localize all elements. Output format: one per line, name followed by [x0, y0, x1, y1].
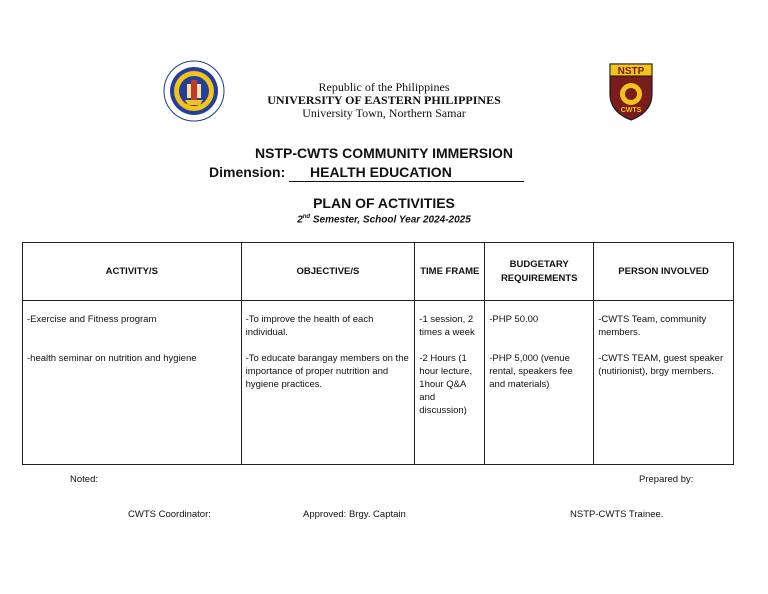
shield-top-text: NSTP: [617, 66, 645, 77]
objective-item: -To improve the health of each individual.: [245, 314, 374, 338]
activity-item: -Exercise and Fitness program: [27, 314, 157, 325]
activity-item: -health seminar on nutrition and hygiene: [27, 353, 197, 364]
approved-label: Approved: Brgy. Captain: [303, 509, 406, 520]
table-header-row: [23, 243, 734, 301]
semester-ordinal-suffix: nd: [302, 214, 311, 220]
dimension-value: HEALTH EDUCATION: [289, 164, 524, 182]
budget-cell: [485, 301, 594, 465]
header-objective: OBJECTIVE/S: [241, 243, 415, 301]
budget-item: -PHP 5,000 (venue rental, speakers fee and materials): [489, 353, 573, 390]
header-budget: BUDGETARY REQUIREMENTS: [485, 243, 594, 301]
time-frame-cell: [415, 301, 485, 465]
plan-title: PLAN OF ACTIVITIES: [313, 195, 455, 211]
nstp-cwts-shield-logo: [607, 60, 655, 122]
university-address: University Town, Northern Samar: [302, 106, 466, 120]
table-row: [23, 301, 734, 465]
trainee-label: NSTP-CWTS Trainee.: [570, 509, 664, 520]
header-time-frame: TIME FRAME: [415, 243, 485, 301]
dimension-label: Dimension:: [209, 164, 286, 180]
objective-item: -To educate barangay members on the importance of proper nutrition and hygiene practices.: [245, 353, 409, 390]
person-cell: [594, 301, 734, 465]
header-activity: ACTIVITY/S: [23, 243, 242, 301]
header-person: PERSON INVOLVED: [594, 243, 734, 301]
prepared-by-label: Prepared by:: [639, 474, 694, 485]
republic-line: Republic of the Philippines: [318, 80, 450, 94]
person-item: -CWTS TEAM, guest speaker (nutirionist), brgy members.: [598, 353, 724, 377]
document-title: NSTP-CWTS COMMUNITY IMMERSION: [255, 145, 513, 161]
semester-line: [0, 214, 768, 225]
semester-text: Semester, School Year 2024-2025: [310, 214, 471, 226]
shield-bottom-text: CWTS: [620, 107, 642, 114]
semester-ordinal: 2: [297, 214, 303, 226]
time-frame-item: -2 Hours (1 hour lecture, 1hour Q&A and discussion): [419, 353, 473, 416]
plan-table: [22, 242, 734, 465]
budget-item: -PHP 50.00: [489, 314, 539, 325]
university-name: UNIVERSITY OF EASTERN PHILIPPINES: [267, 93, 501, 107]
objective-cell: [241, 301, 415, 465]
person-item: -CWTS Team, community members.: [598, 314, 707, 338]
coordinator-label: CWTS Coordinator:: [128, 509, 211, 520]
noted-label: Noted:: [70, 474, 98, 485]
activity-cell: [23, 301, 242, 465]
time-frame-item: -1 session, 2 times a week: [419, 314, 475, 338]
